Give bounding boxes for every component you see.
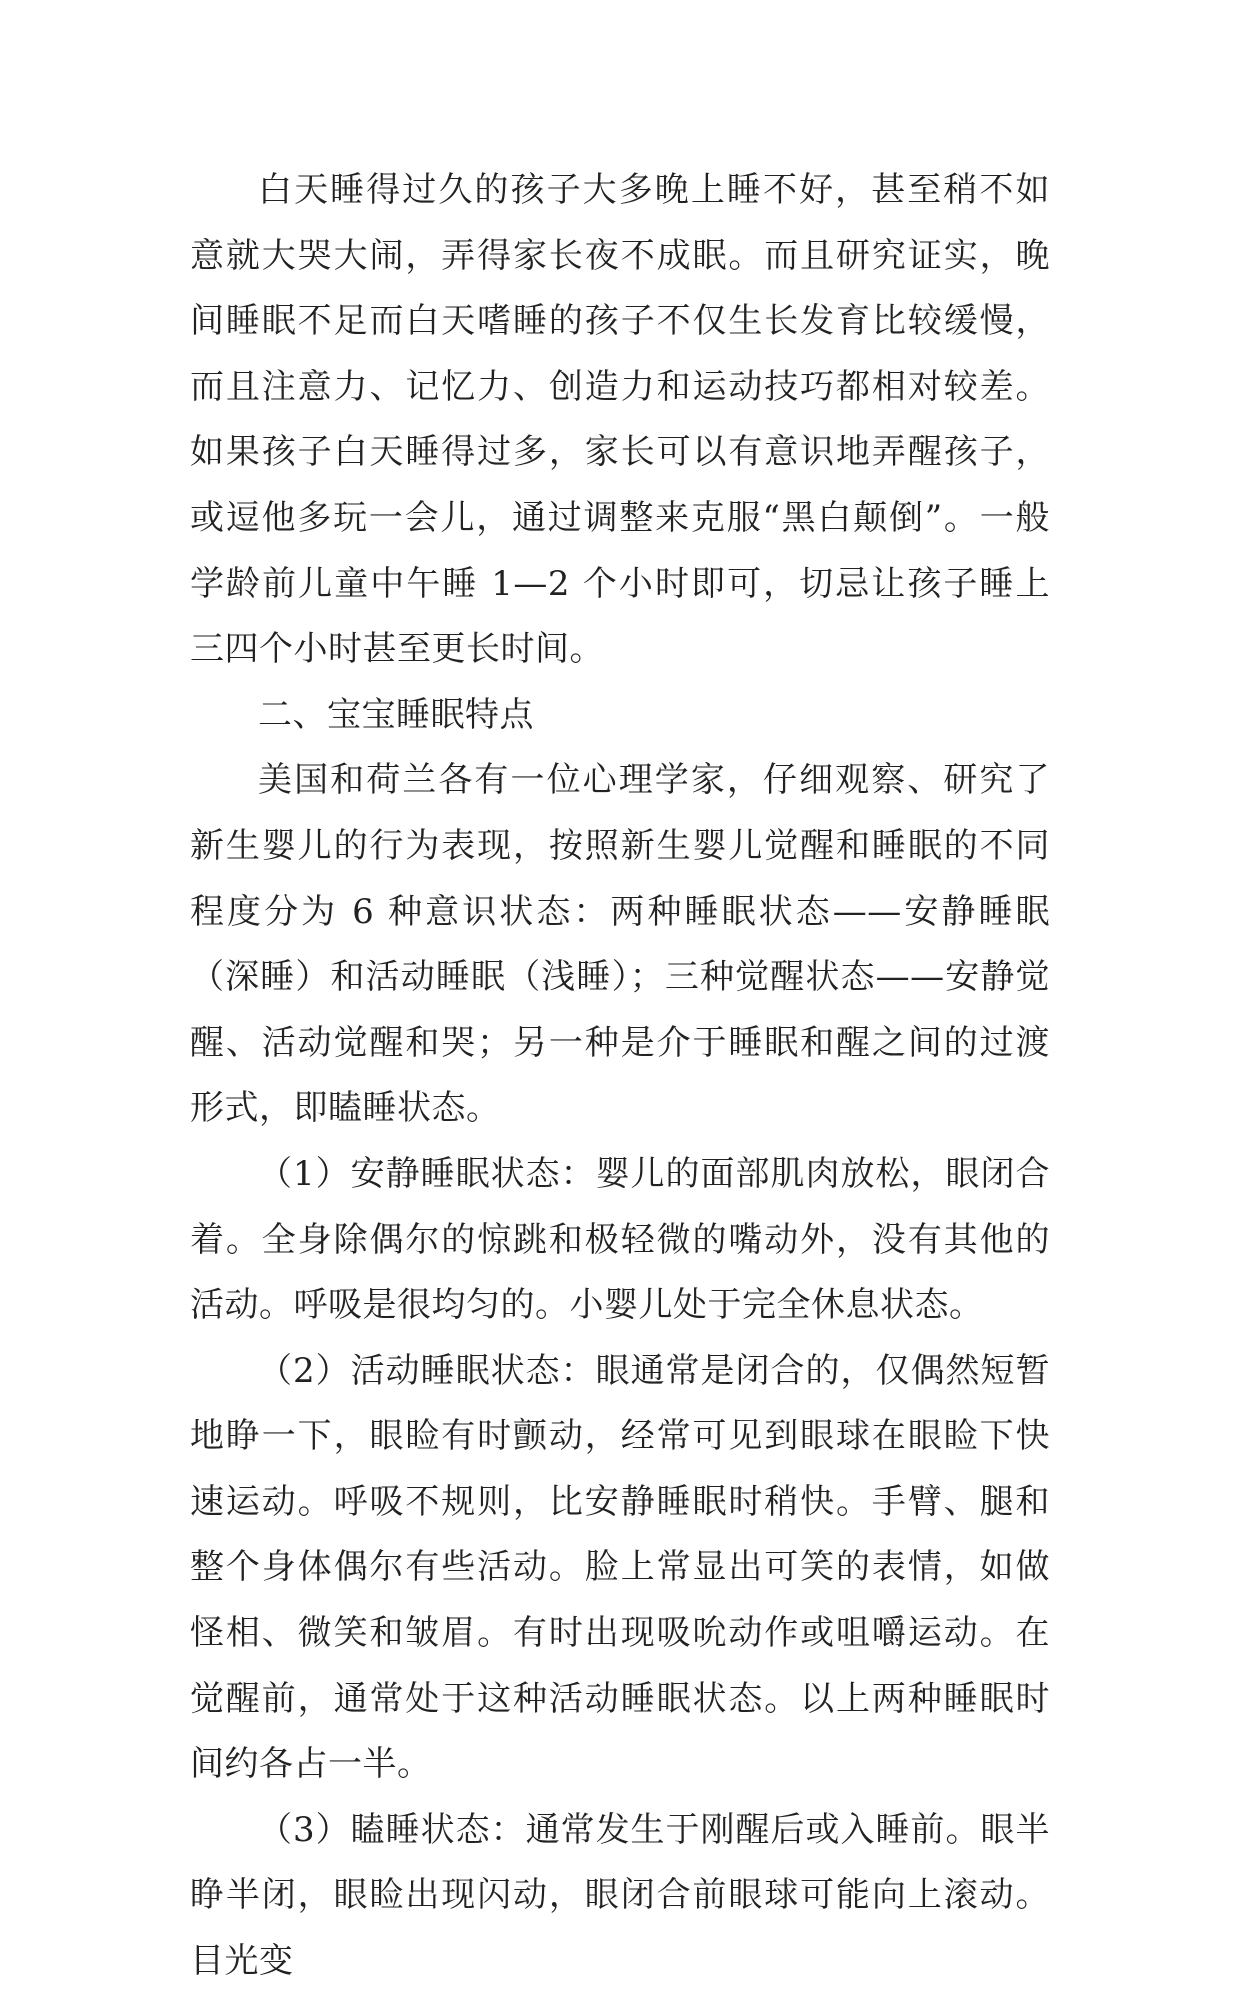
paragraph-active-sleep: （2）活动睡眠状态：眼通常是闭合的，仅偶然短暂地睁一下，眼睑有时颤动，经常可见到眼球在眼睑下快速运动。呼吸不规则，比安静睡眠时稍快。手臂、腿和整个身体偶尔有些活动。脸上常显出可笑的表情，如做怪相、微笑和皱眉。有时出现吸吮动作或咀嚼运动。在觉醒前，通常处于这种活动睡眠状态。以上两种睡眠时间约各占一半。 [190,1350,1050,1785]
paragraph-quiet-sleep: （1）安静睡眠状态：婴儿的面部肌肉放松，眼闭合着。全身除偶尔的惊跳和极轻微的嘴动外，没有其他的活动。呼吸是很均匀的。小婴儿处于完全休息状态。 [190,1153,1050,1326]
section-heading-baby-sleep-traits: 二、宝宝睡眠特点 [258,694,534,735]
paragraph-consciousness-states: 美国和荷兰各有一位心理学家，仔细观察、研究了新生婴儿的行为表现，按照新生婴儿觉醒和睡眠的不同程度分为 6 种意识状态：两种睡眠状态——安静睡眠（深睡）和活动睡眠（浅睡）；三种觉醒状态——安静觉醒、活动觉醒和哭；另一种是介于睡眠和醒之间的过渡形式，即瞌睡状态。 [190,760,1050,1129]
paragraph-daytime-sleep: 白天睡得过久的孩子大多晚上睡不好，甚至稍不如意就大哭大闹，弄得家长夜不成眠。而且研究证实，晚间睡眠不足而白天嗜睡的孩子不仅生长发育比较缓慢，而且注意力、记忆力、创造力和运动技巧都相对较差。如果孩子白天睡得过多，家长可以有意识地弄醒孩子，或逗他多玩一会儿，通过调整来克服“黑白颠倒”。一般学龄前儿童中午睡 1—2 个小时即可，切忌让孩子睡上三四个小时甚至更长时间。 [190,170,1050,670]
document-body [190,158,1050,1995]
paragraph-drowsy-state: （3）瞌睡状态：通常发生于刚醒后或入睡前。眼半睁半闭，眼睑出现闪动，眼闭合前眼球可能向上滚动。目光变 [190,1809,1050,1982]
